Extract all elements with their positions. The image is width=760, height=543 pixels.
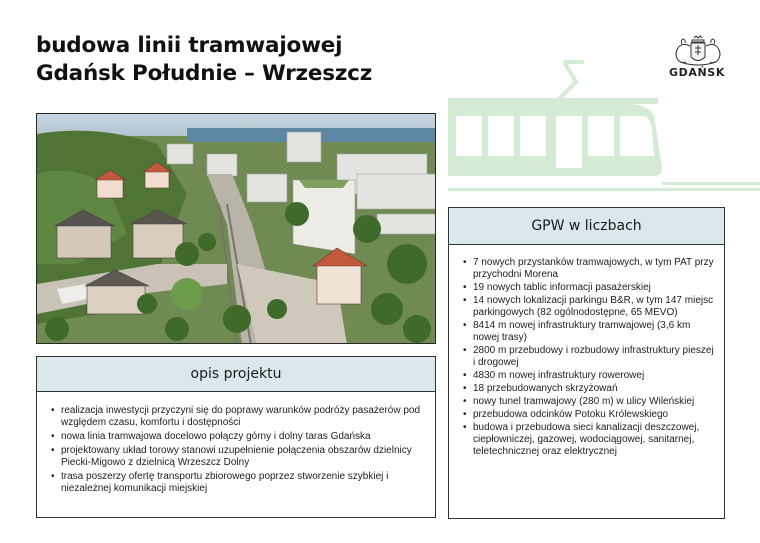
title-line-2: Gdańsk Południe – Wrzeszcz — [36, 61, 373, 86]
tram-outline-icon — [448, 56, 760, 196]
gpw-numbers-panel — [448, 207, 725, 519]
list-item: • budowa i przebudowa sieci kanalizacji deszczowej, ciepłowniczej, gazowej, wodociągowej, sanitarnej, teletechnicznej oraz elektrycznej — [463, 422, 714, 458]
list-item: • 18 przebudowanych skrzyżowań — [463, 383, 714, 395]
gpw-numbers-heading: GPW w liczbach — [449, 208, 724, 245]
list-item: • 2800 m przebudowy i rozbudowy infrastruktury pieszej i drogowej — [463, 345, 714, 369]
list-item: • realizacja inwestycji przyczyni się do poprawy warunków podróży pasażerów pod względem czasu, komfortu i dostępności — [51, 405, 421, 429]
list-item: • nowy tunel tramwajowy (280 m) w ulicy Wileńskiej — [463, 396, 714, 408]
list-item: • 4830 m nowej infrastruktury rowerowej — [463, 370, 714, 382]
list-item: • 8414 m nowej infrastruktury tramwajowej (3,6 km nowej trasy) — [463, 320, 714, 344]
list-item: • 7 nowych przystanków tramwajowych, w tym PAT przy przychodni Morena — [463, 257, 714, 281]
aerial-visualization-drawing — [37, 114, 436, 344]
aerial-visualization-image — [36, 113, 436, 344]
list-item: • przebudowa odcinków Potoku Królewskiego — [463, 409, 714, 421]
project-description-list — [37, 392, 435, 495]
logo-text: GDAŃSK — [669, 66, 725, 79]
project-description-heading: opis projektu — [37, 357, 435, 392]
list-item: • 14 nowych lokalizacji parkingu B&R, w tym 147 miejsc parkingowych (82 ogólnodostępne, 65 MEVO) — [463, 295, 714, 319]
list-item: • 19 nowych tablic informacji pasażerskiej — [463, 282, 714, 294]
list-item: • projektowany układ torowy stanowi uzupełnienie połączenia obszarów dzielnicy Piecki-Migowo z dzielnicą Wrzeszcz Dolny — [51, 445, 421, 469]
project-description-panel — [36, 356, 436, 518]
list-item: • nowa linia tramwajowa docelowo połączy górny i dolny taras Gdańska — [51, 431, 421, 443]
list-item: • trasa poszerzy ofertę transportu zbiorowego poprzez stworzenie szybkiej i niezależnej komunikacji miejskiej — [51, 471, 421, 495]
title-line-1: budowa linii tramwajowej — [36, 33, 343, 58]
page-title — [36, 32, 476, 88]
gpw-numbers-list — [449, 245, 724, 458]
